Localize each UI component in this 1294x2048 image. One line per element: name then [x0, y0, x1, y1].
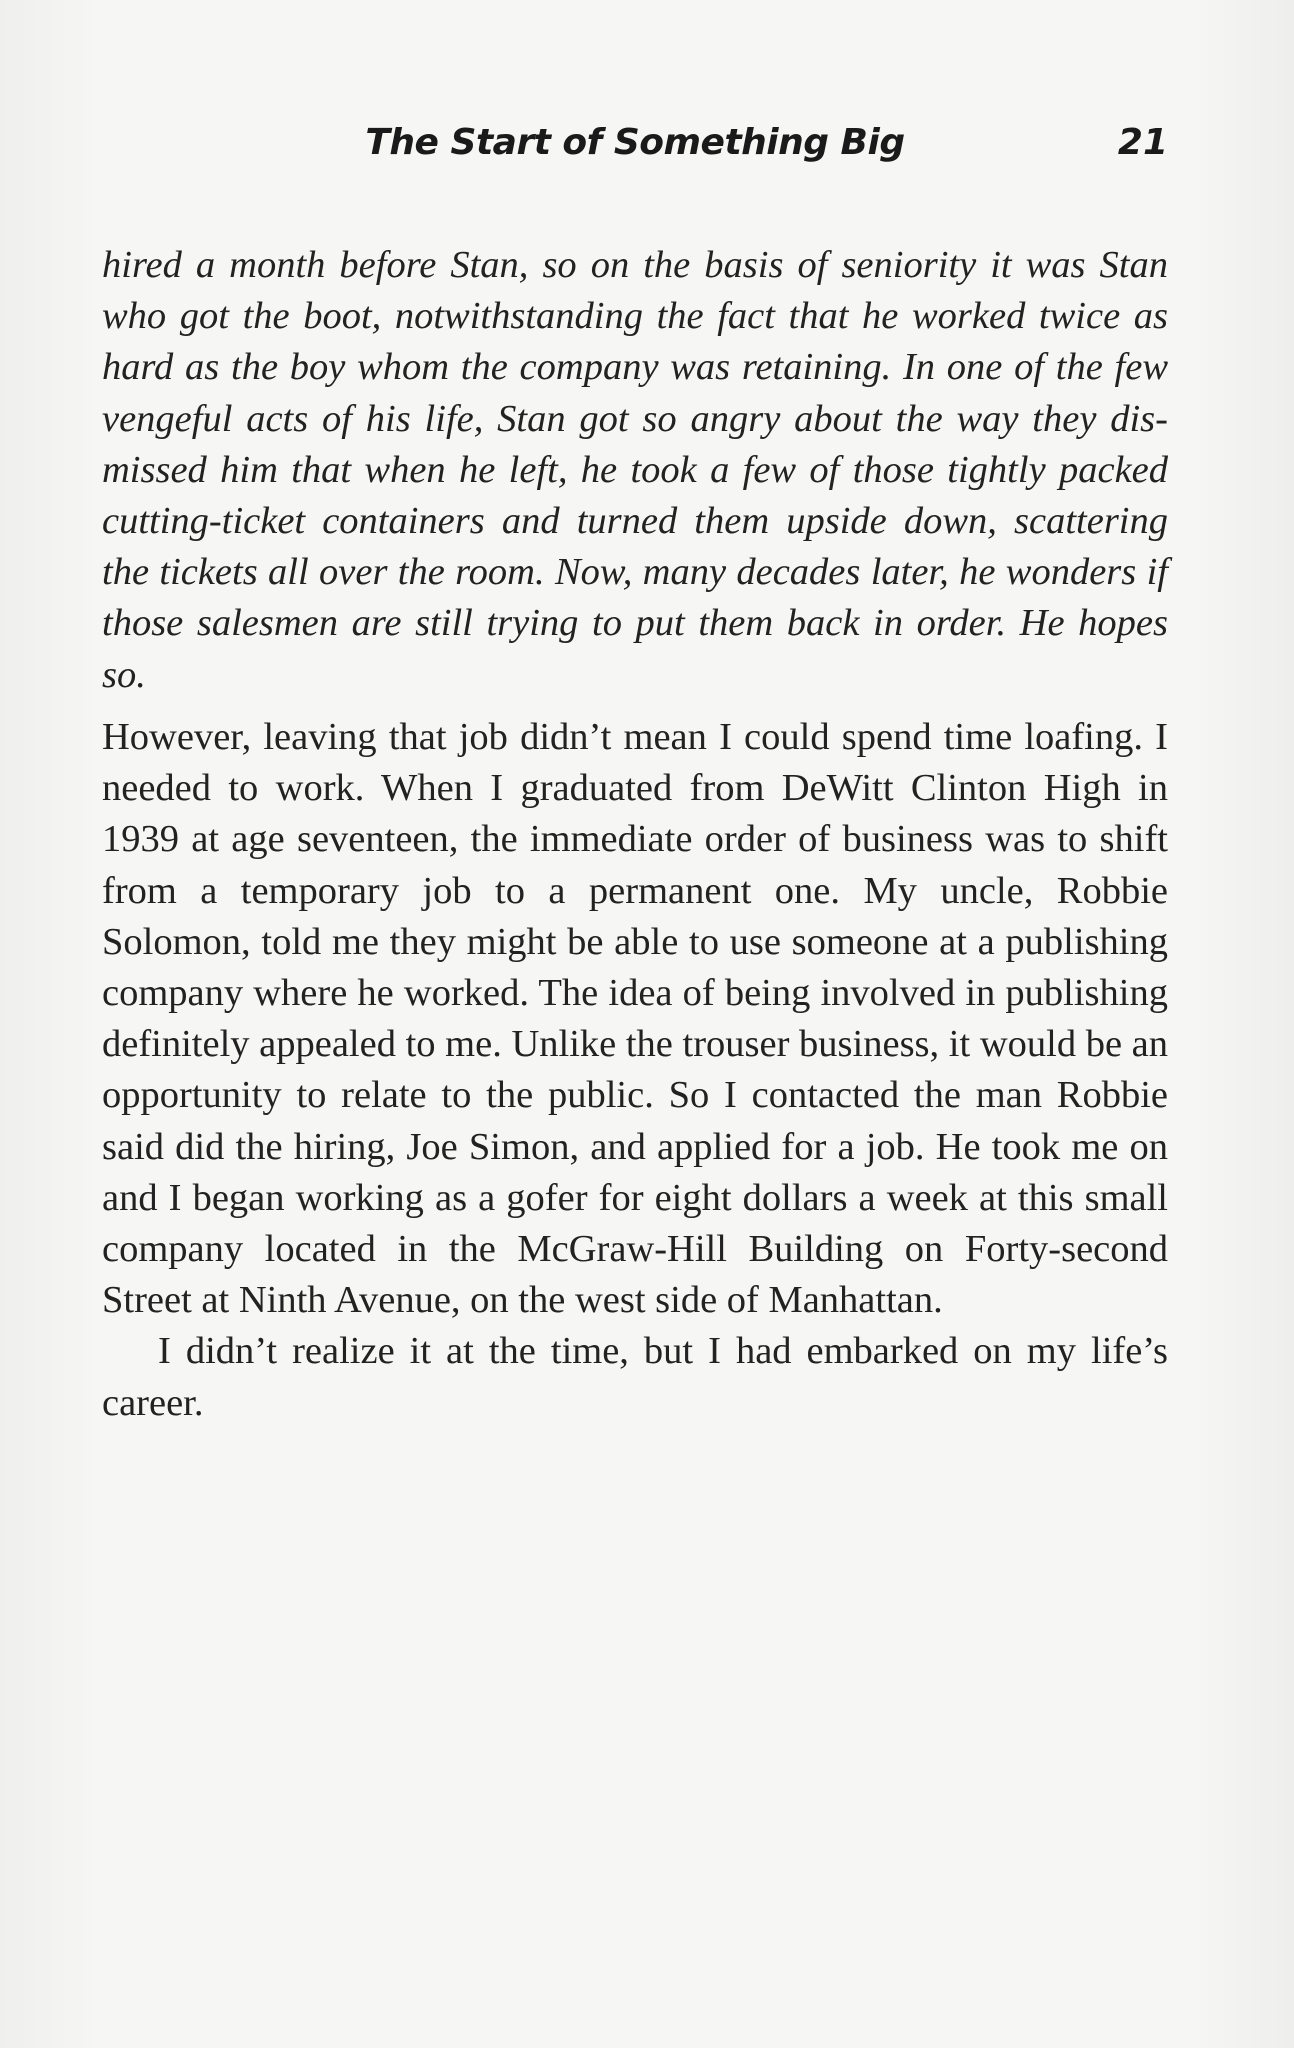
body-paragraph-1: However, leaving that job didn’t mean I could spend time loafing. I needed to work. When I graduated from DeWitt Clinton High in 1939 at age seventeen, the immediate order of business was to shift from a temporary job to a permanent one. My uncle, Robbie Solomon, told me they might be able to use someone at a publishing company where he worked. The idea of being involved in publishing definitely appealed to me. Unlike the trouser business, it would be an opportunity to relate to the public. So I contacted the man Robbie said did the hiring, Joe Simon, and applied for a job. He took me on and I began working as a gofer for eight dollars a week at this small company located in the McGraw-Hill Building on Forty-second Street at Ninth Avenue, on the west side of Manhattan.	[102, 716, 1168, 1322]
page-number: 21	[1117, 122, 1168, 163]
running-title: The Start of Something Big	[365, 122, 905, 163]
body-text	[102, 712, 1168, 1429]
extract-paragraph: hired a month before Stan, so on the basis of seniority it was Stan who got the boot, notwithstanding the fact that he worked twice as hard as the boy whom the company was retaining. In one of the few vengeful acts of his life, Stan got so angry about the way they dismissed him that when he left, he took a few of those tightly packed cutting-ticket containers and turned them upside down, scattering the tickets all over the room. Now, many decades later, he wonders if those salesmen are still trying to put them back in order. He hopes so.	[102, 244, 1168, 696]
body-paragraph-2: I didn’t realize it at the time, but I had embarked on my life’s career.	[102, 1330, 1168, 1424]
italic-extract	[102, 240, 1168, 701]
running-head	[102, 122, 1168, 182]
